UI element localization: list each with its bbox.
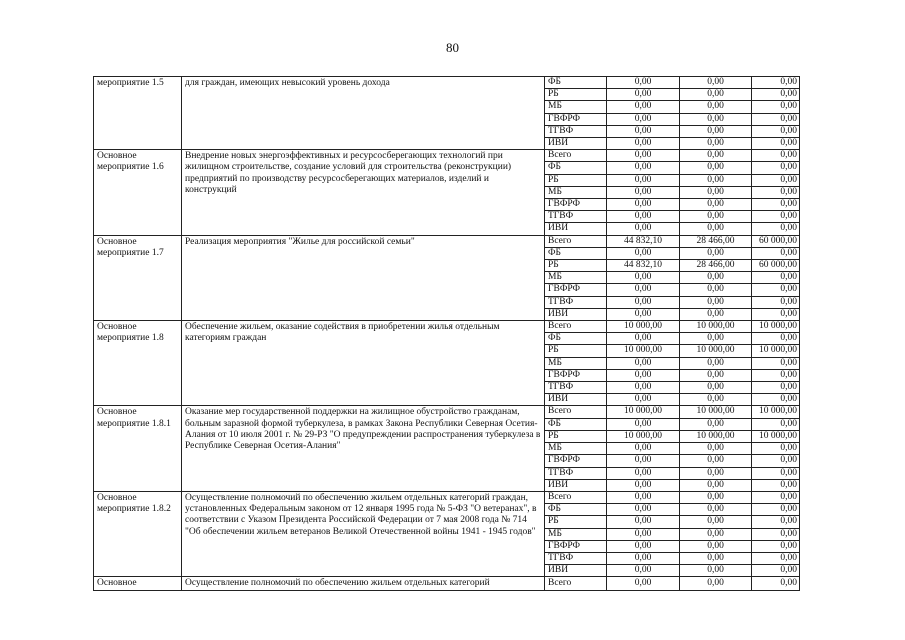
amount-col3-cell: 10 000,00	[752, 345, 800, 357]
amount-col3-cell: 0,00	[752, 296, 800, 308]
amount-col3-cell: 10 000,00	[752, 430, 800, 442]
funding-source-cell: МБ	[545, 101, 607, 113]
amount-col2-cell: 0,00	[680, 138, 752, 150]
amount-col1-cell: 0,00	[607, 418, 680, 430]
funding-source-cell: РБ	[545, 174, 607, 186]
amount-col3-cell: 0,00	[752, 540, 800, 552]
amount-col3-cell: 0,00	[752, 491, 800, 503]
amount-col3-cell: 0,00	[752, 418, 800, 430]
amount-col2-cell: 0,00	[680, 162, 752, 174]
amount-col1-cell: 0,00	[607, 540, 680, 552]
amount-col2-cell: 0,00	[680, 272, 752, 284]
activity-name-cell: Основное мероприятие 1.8.1	[94, 406, 182, 491]
amount-col3-cell: 0,00	[752, 101, 800, 113]
funding-source-cell: ФБ	[545, 77, 607, 89]
funding-source-cell: ИВИ	[545, 565, 607, 577]
amount-col3-cell: 0,00	[752, 138, 800, 150]
amount-col3-cell: 0,00	[752, 467, 800, 479]
amount-col1-cell: 0,00	[607, 369, 680, 381]
amount-col3-cell: 0,00	[752, 565, 800, 577]
amount-col2-cell: 0,00	[680, 504, 752, 516]
amount-col1-cell: 10 000,00	[607, 406, 680, 418]
activity-description-cell: Осуществление полномочий по обеспечению жильем отдельных категорий граждан, установленных Федеральным законом от 12 января 1995 года № 5-ФЗ "О ветеранах", в соответствии с Указом Президента Российской Федерации от 7 мая 2008 года № 714 "Об обеспечении жильем ветеранов Великой Отечественной войны 1941 - 1945 годов"	[182, 491, 545, 576]
amount-col2-cell: 0,00	[680, 113, 752, 125]
amount-col1-cell: 0,00	[607, 382, 680, 394]
amount-col3-cell: 0,00	[752, 516, 800, 528]
funding-source-cell: ФБ	[545, 333, 607, 345]
amount-col2-cell: 28 466,00	[680, 235, 752, 247]
funding-table	[93, 76, 800, 591]
funding-source-cell: ИВИ	[545, 223, 607, 235]
funding-source-cell: ТГВФ	[545, 296, 607, 308]
amount-col1-cell: 0,00	[607, 89, 680, 101]
funding-source-cell: ТГВФ	[545, 467, 607, 479]
amount-col3-cell: 0,00	[752, 369, 800, 381]
amount-col2-cell: 0,00	[680, 552, 752, 564]
table-row	[94, 150, 800, 162]
funding-source-cell: ИВИ	[545, 479, 607, 491]
funding-source-cell: ТГВФ	[545, 552, 607, 564]
funding-source-cell: МБ	[545, 528, 607, 540]
table-row	[94, 321, 800, 333]
amount-col1-cell: 0,00	[607, 101, 680, 113]
amount-col3-cell: 0,00	[752, 479, 800, 491]
activity-name-cell: Основное мероприятие 1.8	[94, 321, 182, 406]
amount-col1-cell: 0,00	[607, 479, 680, 491]
amount-col2-cell: 0,00	[680, 101, 752, 113]
funding-source-cell: Всего	[545, 491, 607, 503]
amount-col2-cell: 0,00	[680, 455, 752, 467]
amount-col3-cell: 0,00	[752, 552, 800, 564]
amount-col2-cell: 0,00	[680, 516, 752, 528]
table-row	[94, 577, 800, 590]
table-row	[94, 235, 800, 247]
funding-source-cell: ИВИ	[545, 138, 607, 150]
amount-col2-cell: 0,00	[680, 284, 752, 296]
funding-table-body	[94, 77, 800, 591]
funding-source-cell: ГВФРФ	[545, 369, 607, 381]
amount-col3-cell: 0,00	[752, 199, 800, 211]
amount-col3-cell: 0,00	[752, 125, 800, 137]
activity-description-cell: Оказание мер государственной поддержки на жилищное обустройство гражданам, больным заразной формой туберкулеза, в рамках Закона Республики Северная Осетия-Алания от 10 июля 2001 г. № 29-РЗ "О предупреждении распространения туберкулеза в Республике Северная Осетия-Алания"	[182, 406, 545, 491]
amount-col3-cell: 0,00	[752, 284, 800, 296]
amount-col3-cell: 0,00	[752, 77, 800, 89]
amount-col1-cell: 44 832,10	[607, 260, 680, 272]
amount-col3-cell: 0,00	[752, 308, 800, 320]
amount-col3-cell: 0,00	[752, 150, 800, 162]
amount-col1-cell: 0,00	[607, 284, 680, 296]
funding-source-cell: МБ	[545, 357, 607, 369]
funding-source-cell: ИВИ	[545, 394, 607, 406]
amount-col3-cell: 0,00	[752, 577, 800, 590]
funding-source-cell: Всего	[545, 150, 607, 162]
amount-col2-cell: 0,00	[680, 125, 752, 137]
funding-source-cell: Всего	[545, 235, 607, 247]
amount-col2-cell: 0,00	[680, 296, 752, 308]
amount-col2-cell: 28 466,00	[680, 260, 752, 272]
amount-col1-cell: 0,00	[607, 77, 680, 89]
amount-col3-cell: 10 000,00	[752, 321, 800, 333]
funding-source-cell: ГВФРФ	[545, 113, 607, 125]
funding-source-cell: Всего	[545, 321, 607, 333]
amount-col2-cell: 0,00	[680, 77, 752, 89]
page-number: 80	[446, 40, 459, 55]
amount-col2-cell: 0,00	[680, 333, 752, 345]
amount-col1-cell: 0,00	[607, 528, 680, 540]
amount-col3-cell: 0,00	[752, 223, 800, 235]
amount-col2-cell: 0,00	[680, 357, 752, 369]
funding-source-cell: ТГВФ	[545, 125, 607, 137]
funding-source-cell: МБ	[545, 272, 607, 284]
amount-col1-cell: 0,00	[607, 491, 680, 503]
amount-col3-cell: 0,00	[752, 186, 800, 198]
amount-col3-cell: 0,00	[752, 89, 800, 101]
funding-source-cell: РБ	[545, 345, 607, 357]
amount-col2-cell: 0,00	[680, 394, 752, 406]
amount-col2-cell: 0,00	[680, 443, 752, 455]
funding-source-cell: РБ	[545, 516, 607, 528]
amount-col1-cell: 0,00	[607, 552, 680, 564]
amount-col1-cell: 0,00	[607, 565, 680, 577]
funding-source-cell: РБ	[545, 260, 607, 272]
amount-col2-cell: 0,00	[680, 540, 752, 552]
amount-col1-cell: 0,00	[607, 138, 680, 150]
amount-col1-cell: 0,00	[607, 174, 680, 186]
table-row	[94, 77, 800, 89]
funding-source-cell: МБ	[545, 186, 607, 198]
amount-col3-cell: 0,00	[752, 504, 800, 516]
amount-col2-cell: 10 000,00	[680, 430, 752, 442]
amount-col1-cell: 0,00	[607, 223, 680, 235]
amount-col3-cell: 0,00	[752, 394, 800, 406]
amount-col1-cell: 0,00	[607, 211, 680, 223]
activity-name-cell: Основное мероприятие 1.8.2	[94, 491, 182, 576]
amount-col3-cell: 0,00	[752, 455, 800, 467]
amount-col2-cell: 0,00	[680, 211, 752, 223]
amount-col2-cell: 0,00	[680, 150, 752, 162]
amount-col3-cell: 0,00	[752, 272, 800, 284]
amount-col2-cell: 0,00	[680, 223, 752, 235]
amount-col1-cell: 0,00	[607, 296, 680, 308]
amount-col3-cell: 0,00	[752, 382, 800, 394]
amount-col1-cell: 0,00	[607, 333, 680, 345]
funding-source-cell: ТГВФ	[545, 211, 607, 223]
amount-col2-cell: 0,00	[680, 528, 752, 540]
amount-col1-cell: 0,00	[607, 272, 680, 284]
amount-col1-cell: 0,00	[607, 467, 680, 479]
amount-col1-cell: 0,00	[607, 357, 680, 369]
amount-col3-cell: 0,00	[752, 333, 800, 345]
funding-source-cell: ФБ	[545, 418, 607, 430]
amount-col1-cell: 0,00	[607, 443, 680, 455]
amount-col1-cell: 0,00	[607, 186, 680, 198]
amount-col1-cell: 10 000,00	[607, 321, 680, 333]
funding-source-cell: ГВФРФ	[545, 199, 607, 211]
amount-col2-cell: 10 000,00	[680, 321, 752, 333]
amount-col1-cell: 0,00	[607, 577, 680, 590]
activity-name-cell: Основное мероприятие 1.6	[94, 150, 182, 235]
amount-col3-cell: 60 000,00	[752, 235, 800, 247]
table-row	[94, 406, 800, 418]
amount-col1-cell: 0,00	[607, 308, 680, 320]
amount-col1-cell: 0,00	[607, 394, 680, 406]
funding-source-cell: ИВИ	[545, 308, 607, 320]
activity-name-cell: Основное	[94, 577, 182, 590]
amount-col2-cell: 0,00	[680, 577, 752, 590]
amount-col3-cell: 0,00	[752, 174, 800, 186]
amount-col2-cell: 0,00	[680, 479, 752, 491]
amount-col1-cell: 0,00	[607, 455, 680, 467]
amount-col3-cell: 0,00	[752, 528, 800, 540]
amount-col2-cell: 10 000,00	[680, 345, 752, 357]
activity-description-cell: для граждан, имеющих невысокий уровень дохода	[182, 77, 545, 150]
funding-source-cell: РБ	[545, 430, 607, 442]
amount-col1-cell: 10 000,00	[607, 345, 680, 357]
amount-col3-cell: 0,00	[752, 162, 800, 174]
activity-name-cell: Основное мероприятие 1.7	[94, 235, 182, 320]
amount-col2-cell: 0,00	[680, 418, 752, 430]
amount-col1-cell: 10 000,00	[607, 430, 680, 442]
amount-col3-cell: 10 000,00	[752, 406, 800, 418]
funding-source-cell: ФБ	[545, 504, 607, 516]
amount-col1-cell: 0,00	[607, 199, 680, 211]
amount-col1-cell: 0,00	[607, 504, 680, 516]
amount-col3-cell: 0,00	[752, 247, 800, 259]
funding-source-cell: ГВФРФ	[545, 540, 607, 552]
amount-col2-cell: 0,00	[680, 308, 752, 320]
funding-source-cell: РБ	[545, 89, 607, 101]
funding-source-cell: ГВФРФ	[545, 455, 607, 467]
amount-col2-cell: 0,00	[680, 369, 752, 381]
activity-description-cell: Внедрение новых энергоэффективных и ресурсосберегающих технологий при жилищном строительстве, создание условий для строительства (реконструкции) предприятий по производству ресурсосберегающих материалов, изделий и конструкций	[182, 150, 545, 235]
amount-col2-cell: 0,00	[680, 382, 752, 394]
table-row	[94, 491, 800, 503]
amount-col1-cell: 0,00	[607, 113, 680, 125]
funding-source-cell: ФБ	[545, 162, 607, 174]
activity-description-cell: Осуществление полномочий по обеспечению жильем отдельных категорий	[182, 577, 545, 590]
funding-source-cell: ФБ	[545, 247, 607, 259]
amount-col1-cell: 0,00	[607, 125, 680, 137]
funding-source-cell: ТГВФ	[545, 382, 607, 394]
amount-col2-cell: 0,00	[680, 565, 752, 577]
amount-col1-cell: 0,00	[607, 516, 680, 528]
amount-col2-cell: 0,00	[680, 89, 752, 101]
amount-col3-cell: 60 000,00	[752, 260, 800, 272]
amount-col3-cell: 0,00	[752, 443, 800, 455]
amount-col1-cell: 0,00	[607, 162, 680, 174]
amount-col2-cell: 0,00	[680, 247, 752, 259]
amount-col1-cell: 44 832,10	[607, 235, 680, 247]
amount-col2-cell: 0,00	[680, 467, 752, 479]
amount-col3-cell: 0,00	[752, 357, 800, 369]
funding-source-cell: ГВФРФ	[545, 284, 607, 296]
amount-col2-cell: 10 000,00	[680, 406, 752, 418]
amount-col2-cell: 0,00	[680, 199, 752, 211]
activity-name-cell: мероприятие 1.5	[94, 77, 182, 150]
funding-source-cell: Всего	[545, 406, 607, 418]
amount-col1-cell: 0,00	[607, 150, 680, 162]
amount-col2-cell: 0,00	[680, 174, 752, 186]
amount-col2-cell: 0,00	[680, 491, 752, 503]
activity-description-cell: Обеспечение жильем, оказание содействия в приобретении жилья отдельным категориям граждан	[182, 321, 545, 406]
activity-description-cell: Реализация мероприятия "Жилье для российской семьи"	[182, 235, 545, 320]
amount-col3-cell: 0,00	[752, 113, 800, 125]
amount-col2-cell: 0,00	[680, 186, 752, 198]
amount-col3-cell: 0,00	[752, 211, 800, 223]
funding-source-cell: Всего	[545, 577, 607, 590]
funding-source-cell: МБ	[545, 443, 607, 455]
amount-col1-cell: 0,00	[607, 247, 680, 259]
